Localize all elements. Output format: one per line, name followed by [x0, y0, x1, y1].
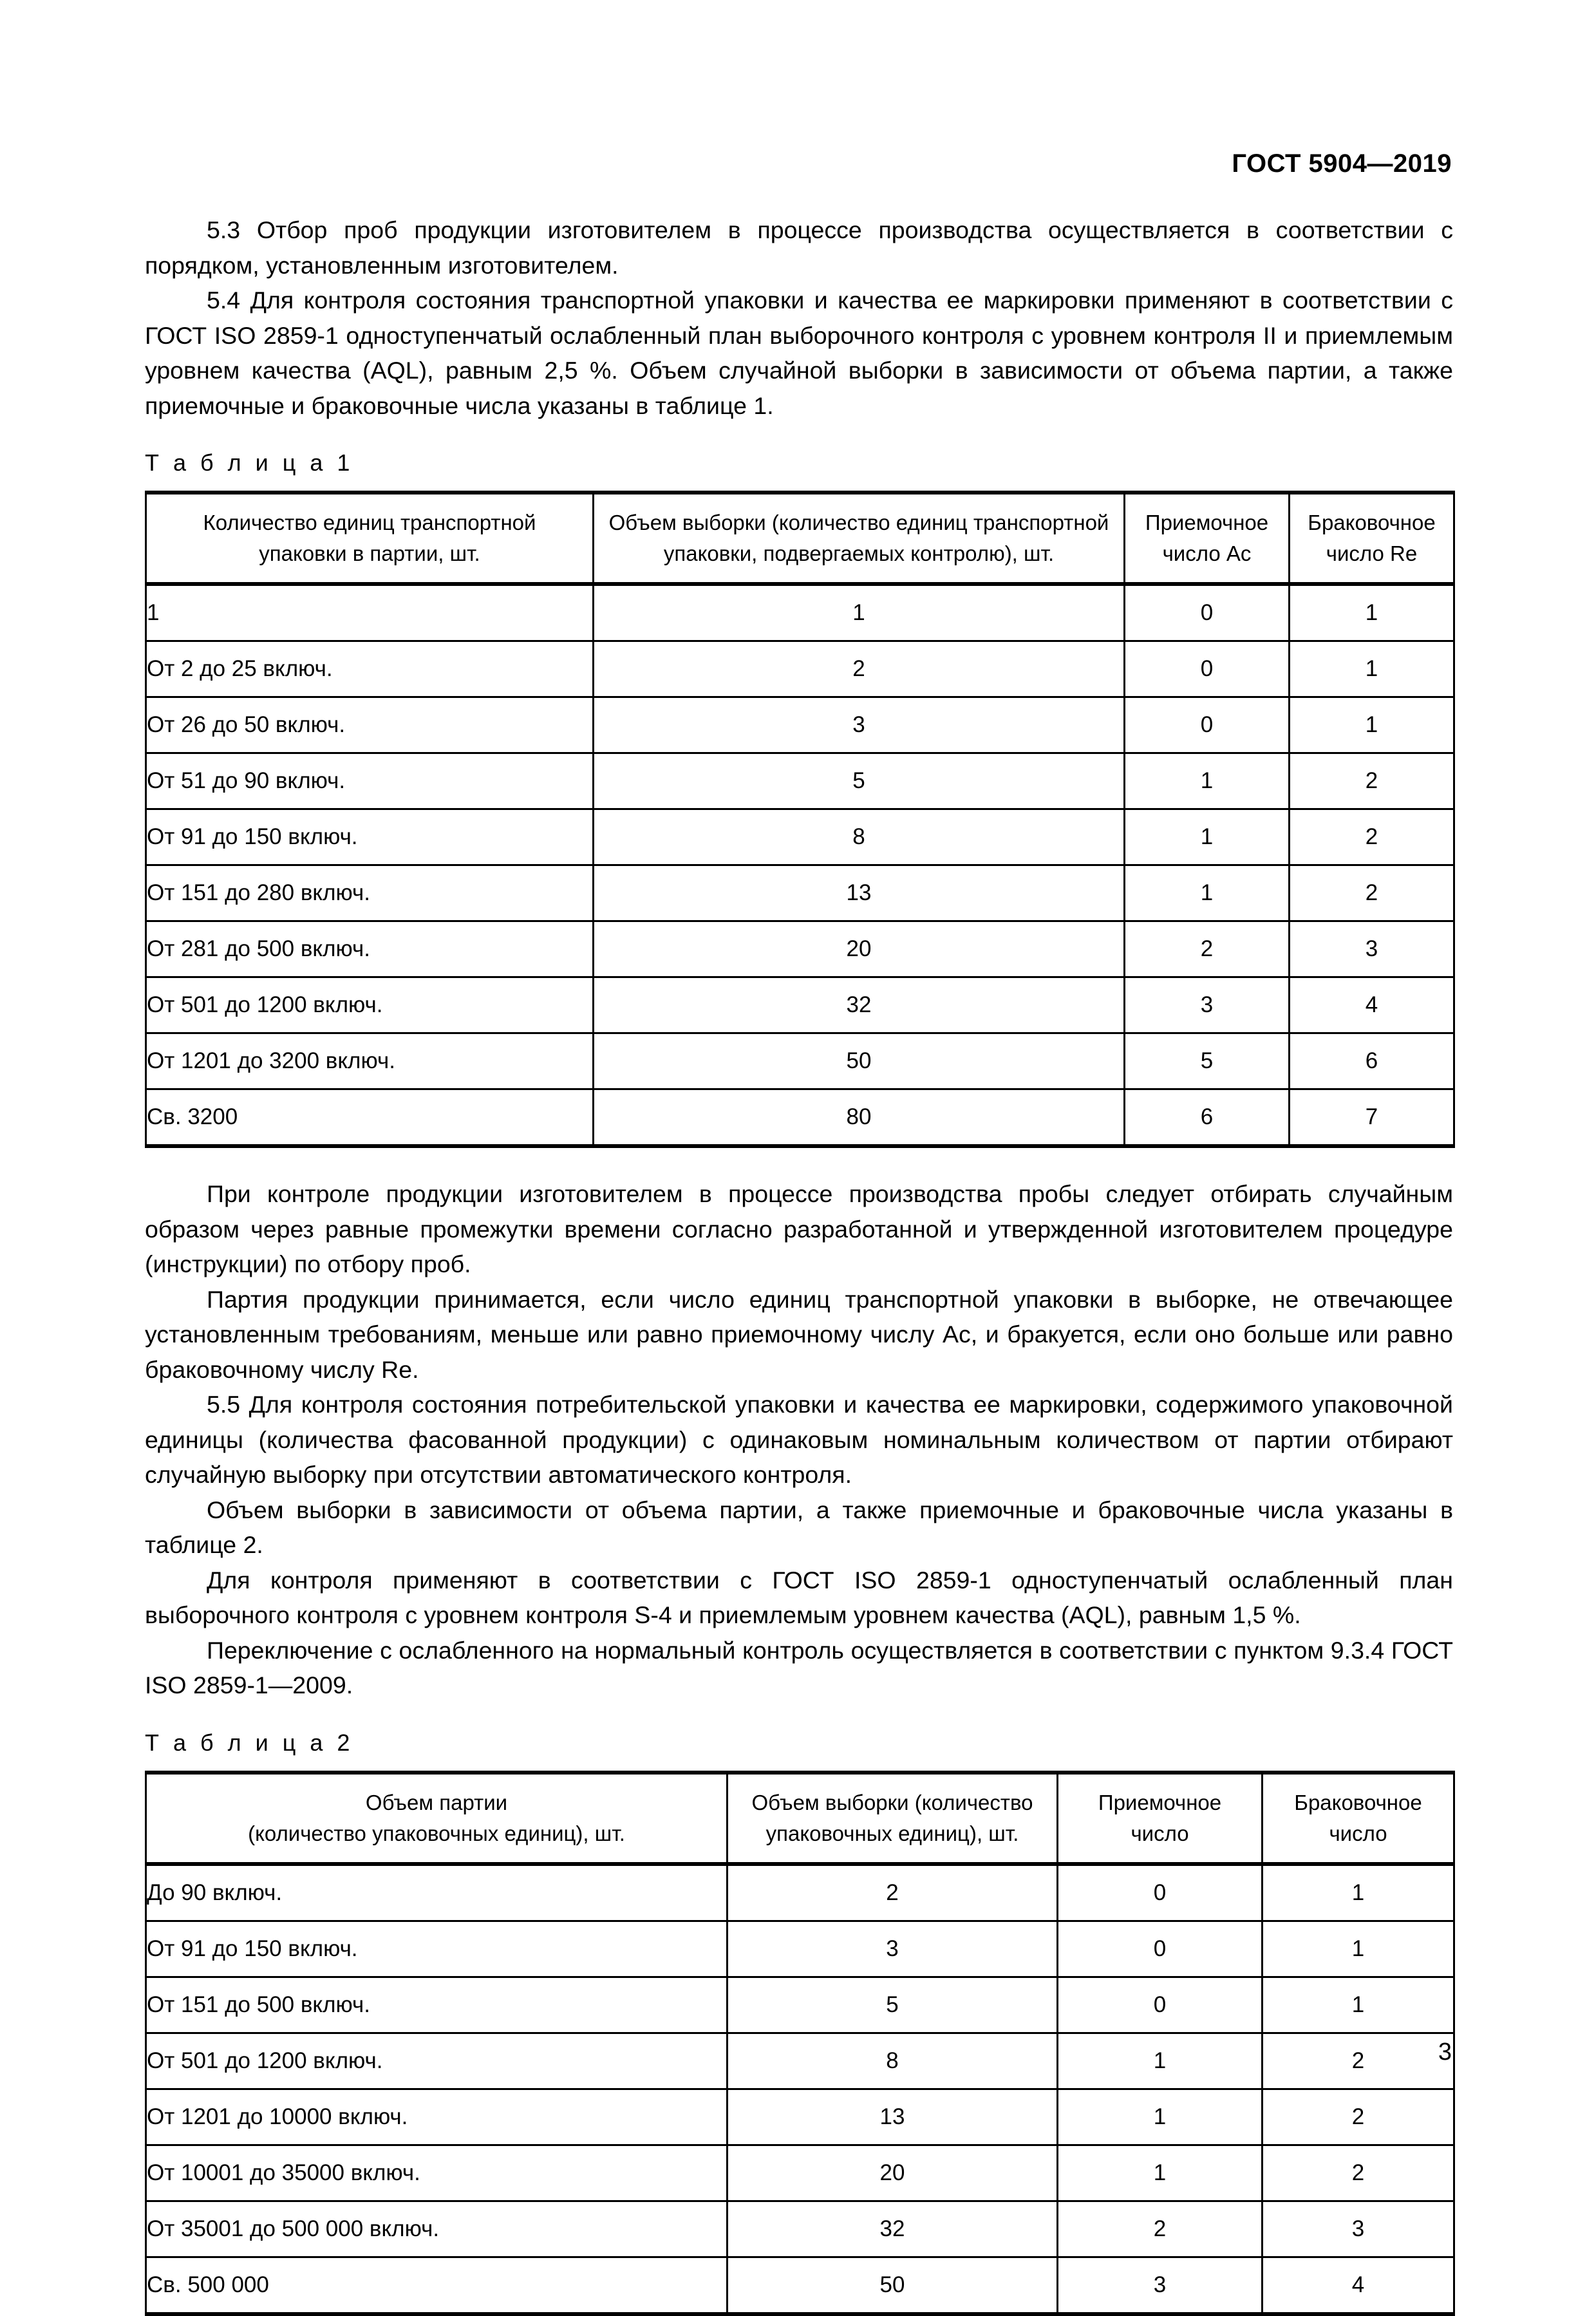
cell-lot: От 26 до 50 включ. — [146, 697, 594, 753]
cell-rejection: 1 — [1263, 1864, 1454, 1921]
table-row — [146, 2201, 1454, 2257]
cell-acceptance: 1 — [1125, 865, 1290, 921]
table-2-col-header-sample — [728, 1773, 1058, 1864]
table-row — [146, 697, 1454, 753]
header-line: число — [1131, 1821, 1189, 1845]
cell-lot: От 51 до 90 включ. — [146, 753, 594, 809]
table-row — [146, 865, 1454, 921]
paragraph-lot-acceptance: Партия продукции принимается, если число единиц транспортной упаковки в выборке, не отвечающее установленным требованиям, меньше или равно приемочному числу Ac, и бракуется, если оно больше или равно браковочному числу Re. — [145, 1285, 1453, 1383]
cell-rejection: 1 — [1263, 1977, 1454, 2033]
table-2-col-header-acceptance — [1058, 1773, 1263, 1864]
table-2-col-header-lot — [146, 1773, 728, 1864]
table-row — [146, 1089, 1454, 1147]
header-line: упаковочных единиц), шт. — [765, 1821, 1019, 1845]
cell-acceptance: 3 — [1125, 977, 1290, 1033]
header-line: число Re — [1326, 541, 1418, 566]
cell-rejection: 2 — [1290, 753, 1454, 809]
cell-lot: Св. 3200 — [146, 1089, 594, 1147]
cell-sample: 1 — [594, 584, 1125, 641]
table-row — [146, 1977, 1454, 2033]
cell-rejection: 2 — [1290, 865, 1454, 921]
table-2-header-row — [146, 1773, 1454, 1864]
running-header-standard-number: ГОСТ 5904—2019 — [1232, 149, 1452, 178]
table-row — [146, 2089, 1454, 2145]
header-line: Объем выборки (количество — [751, 1790, 1033, 1814]
cell-lot: Св. 500 000 — [146, 2257, 728, 2314]
paragraph-5-3: 5.3 Отбор проб продукции изготовителем в процессе производства осуществляется в соответствии с порядком, установленным изготовителем. — [145, 216, 1453, 279]
cell-acceptance: 5 — [1125, 1033, 1290, 1089]
cell-sample: 8 — [728, 2033, 1058, 2089]
cell-acceptance: 2 — [1058, 2201, 1263, 2257]
cell-sample: 13 — [594, 865, 1125, 921]
table-1-header-row — [146, 493, 1454, 584]
cell-lot: От 151 до 500 включ. — [146, 1977, 728, 2033]
cell-acceptance: 1 — [1058, 2033, 1263, 2089]
header-line: Объем выборки (количество единиц транспортной — [608, 511, 1109, 535]
cell-sample: 8 — [594, 809, 1125, 865]
cell-rejection: 3 — [1290, 921, 1454, 977]
cell-sample: 3 — [594, 697, 1125, 753]
table-1-col-header-lot — [146, 493, 594, 584]
table-1-caption: Т а б л и ц а 1 — [145, 449, 354, 476]
cell-sample: 2 — [594, 641, 1125, 697]
cell-sample: 2 — [728, 1864, 1058, 1921]
cell-sample: 5 — [594, 753, 1125, 809]
table-row — [146, 1033, 1454, 1089]
cell-lot: От 2 до 25 включ. — [146, 641, 594, 697]
table-1-body — [146, 584, 1454, 1146]
cell-rejection: 4 — [1263, 2257, 1454, 2314]
cell-acceptance: 1 — [1125, 809, 1290, 865]
paragraph-5-5: 5.5 Для контроля состояния потребительской упаковки и качества ее маркировки, содержимого упаковочной единицы (количества фасованной продукции) с одинаковым номинальным количеством от партии отбирают случайную выборку при отсутствии автоматического контроля. — [145, 1391, 1453, 1489]
cell-acceptance: 2 — [1125, 921, 1290, 977]
header-line: число Ac — [1162, 541, 1252, 566]
cell-acceptance: 1 — [1058, 2089, 1263, 2145]
table-2-caption: Т а б л и ц а 2 — [145, 1729, 354, 1756]
cell-rejection: 1 — [1290, 584, 1454, 641]
cell-acceptance: 3 — [1058, 2257, 1263, 2314]
cell-sample: 50 — [594, 1033, 1125, 1089]
cell-sample: 50 — [728, 2257, 1058, 2314]
cell-lot: От 91 до 150 включ. — [146, 809, 594, 865]
cell-acceptance: 0 — [1125, 584, 1290, 641]
cell-lot: От 1201 до 3200 включ. — [146, 1033, 594, 1089]
cell-rejection: 6 — [1290, 1033, 1454, 1089]
cell-sample: 20 — [594, 921, 1125, 977]
cell-rejection: 4 — [1290, 977, 1454, 1033]
cell-lot: От 91 до 150 включ. — [146, 1921, 728, 1977]
header-line: Приемочное — [1145, 511, 1269, 535]
table-row — [146, 2145, 1454, 2201]
header-line: Браковочное — [1294, 1790, 1422, 1814]
table-1-col-header-rejection — [1290, 493, 1454, 584]
cell-sample: 20 — [728, 2145, 1058, 2201]
cell-lot: 1 — [146, 584, 594, 641]
cell-acceptance: 6 — [1125, 1089, 1290, 1147]
table-row — [146, 2257, 1454, 2314]
header-line: Количество единиц транспортной — [203, 511, 536, 535]
table-1-header — [146, 493, 1454, 584]
cell-acceptance: 0 — [1058, 1864, 1263, 1921]
cell-rejection: 7 — [1290, 1089, 1454, 1147]
cell-rejection: 3 — [1263, 2201, 1454, 2257]
cell-lot: От 281 до 500 включ. — [146, 921, 594, 977]
paragraph-sampling-procedure: При контроле продукции изготовителем в процессе производства пробы следует отбирать случайным образом через равные промежутки времени согласно разработанной и утвержденной изготовителем процедуре (инструкции) по отбору проб. — [145, 1180, 1453, 1278]
table-1-col-header-acceptance — [1125, 493, 1290, 584]
cell-acceptance: 1 — [1125, 753, 1290, 809]
header-line: Объем партии — [365, 1790, 508, 1814]
table-row — [146, 1921, 1454, 1977]
cell-lot: От 35001 до 500 000 включ. — [146, 2201, 728, 2257]
cell-lot: От 501 до 1200 включ. — [146, 2033, 728, 2089]
cell-sample: 80 — [594, 1089, 1125, 1147]
table-row — [146, 584, 1454, 641]
page-number: 3 — [1438, 2038, 1452, 2066]
cell-sample: 32 — [594, 977, 1125, 1033]
table-2-body — [146, 1864, 1454, 2314]
table-2-header — [146, 1773, 1454, 1864]
cell-sample: 32 — [728, 2201, 1058, 2257]
cell-acceptance: 0 — [1125, 641, 1290, 697]
cell-lot: От 10001 до 35000 включ. — [146, 2145, 728, 2201]
cell-rejection: 1 — [1263, 1921, 1454, 1977]
paragraph-sample-volume: Объем выборки в зависимости от объема партии, а также приемочные и браковочные числа указаны в таблице 2. — [145, 1496, 1453, 1559]
table-row — [146, 753, 1454, 809]
cell-acceptance: 0 — [1125, 697, 1290, 753]
paragraph-5-4: 5.4 Для контроля состояния транспортной упаковки и качества ее маркировки применяют в соответствии с ГОСТ ISO 2859-1 одноступенчатый ослабленный план выборочного контроля с уровнем контроля II и приемлемым уровнем качества (AQL), равным 2,5 %. Объем случайной выборки в зависимости от объема партии, а также приемочные и браковочные числа указаны в таблице 1. — [145, 287, 1453, 419]
header-line: (количество упаковочных единиц), шт. — [248, 1821, 625, 1845]
table-row — [146, 977, 1454, 1033]
cell-rejection: 2 — [1290, 809, 1454, 865]
cell-lot: От 1201 до 10000 включ. — [146, 2089, 728, 2145]
cell-acceptance: 0 — [1058, 1977, 1263, 2033]
cell-lot: От 151 до 280 включ. — [146, 865, 594, 921]
header-line: упаковки, подвергаемых контролю), шт. — [663, 541, 1055, 566]
cell-rejection: 2 — [1263, 2033, 1454, 2089]
cell-acceptance: 0 — [1058, 1921, 1263, 1977]
cell-acceptance: 1 — [1058, 2145, 1263, 2201]
header-line: упаковки в партии, шт. — [259, 541, 480, 566]
table-row — [146, 809, 1454, 865]
header-line: Браковочное — [1308, 511, 1436, 535]
cell-lot: От 501 до 1200 включ. — [146, 977, 594, 1033]
paragraph-control-plan: Для контроля применяют в соответствии с ГОСТ ISO 2859-1 одноступенчатый ослабленный план выборочного контроля с уровнем контроля S-4 и приемлемым уровнем качества (AQL), равным 1,5 %. — [145, 1566, 1453, 1629]
cell-rejection: 1 — [1290, 641, 1454, 697]
cell-lot: До 90 включ. — [146, 1864, 728, 1921]
cell-rejection: 2 — [1263, 2089, 1454, 2145]
table-1 — [145, 491, 1455, 1148]
cell-sample: 5 — [728, 1977, 1058, 2033]
table-row — [146, 921, 1454, 977]
table-row — [146, 641, 1454, 697]
table-2-col-header-rejection — [1263, 1773, 1454, 1864]
page-content — [145, 212, 1453, 2316]
cell-rejection: 1 — [1290, 697, 1454, 753]
cell-rejection: 2 — [1263, 2145, 1454, 2201]
header-line: Приемочное — [1098, 1790, 1222, 1814]
table-1-col-header-sample — [594, 493, 1125, 584]
cell-sample: 13 — [728, 2089, 1058, 2145]
paragraph-switching-rule: Переключение с ослабленного на нормальный контроль осуществляется в соответствии с пунктом 9.3.4 ГОСТ ISO 2859-1—2009. — [145, 1636, 1453, 1699]
header-line: число — [1329, 1821, 1387, 1845]
cell-sample: 3 — [728, 1921, 1058, 1977]
table-row — [146, 1864, 1454, 1921]
